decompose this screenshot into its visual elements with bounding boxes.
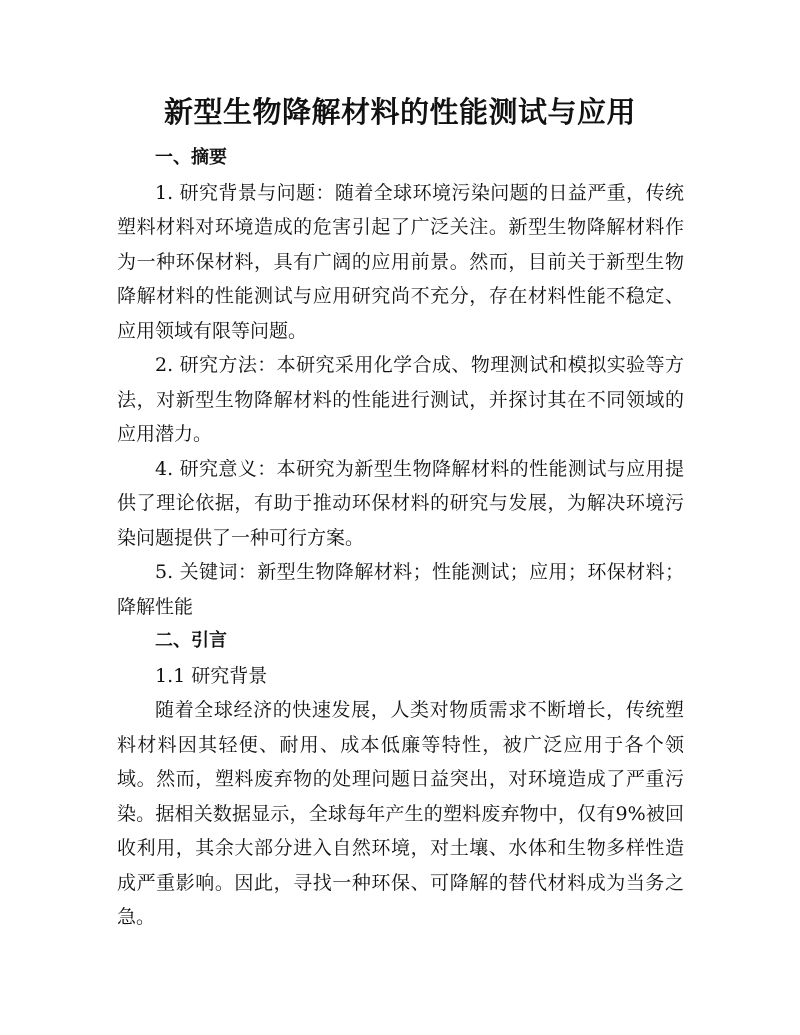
abstract-paragraph: 4. 研究意义：本研究为新型生物降解材料的性能测试与应用提供了理论依据，有助于推动环保材料的研究与发展，为解决环境污染问题提供了一种可行方案。: [117, 457, 684, 549]
introduction-heading: 二、引言: [155, 630, 227, 651]
introduction-paragraph: 随着全球经济的快速发展，人类对物质需求不断增长，传统塑料材料因其轻便、耐用、成本低廉等特性，被广泛应用于各个领域。然而，塑料废弃物的处理问题日益突出，对环境造成了严重污染。据相关数据显示，全球每年产生的塑料废弃物中，仅有9%被回收利用，其余大部分进入自然环境，对土壤、水体和生物多样性造成严重影响。因此，寻找一种环保、可降解的替代材料成为当务之急。: [117, 699, 684, 928]
abstract-heading: 一、摘要: [155, 147, 227, 168]
document-title: 新型生物降解材料的性能测试与应用: [163, 95, 636, 129]
research-background-subheading: 1.1 研究背景: [155, 664, 268, 687]
abstract-paragraph: 1. 研究背景与问题：随着全球环境污染问题的日益严重，传统塑料材料对环境造成的危害引起了广泛关注。新型生物降解材料作为一种环保材料，具有广阔的应用前景。然而，目前关于新型生物降解材料的性能测试与应用研究尚不充分，存在材料性能不稳定、应用领域有限等问题。: [117, 181, 684, 342]
abstract-paragraph: 2. 研究方法：本研究采用化学合成、物理测试和模拟实验等方法，对新型生物降解材料的性能进行测试，并探讨其在不同领域的应用潜力。: [117, 354, 684, 445]
document-body: [117, 141, 684, 935]
keywords-paragraph: 5. 关键词：新型生物降解材料；性能测试；应用；环保材料；降解性能: [117, 561, 684, 618]
